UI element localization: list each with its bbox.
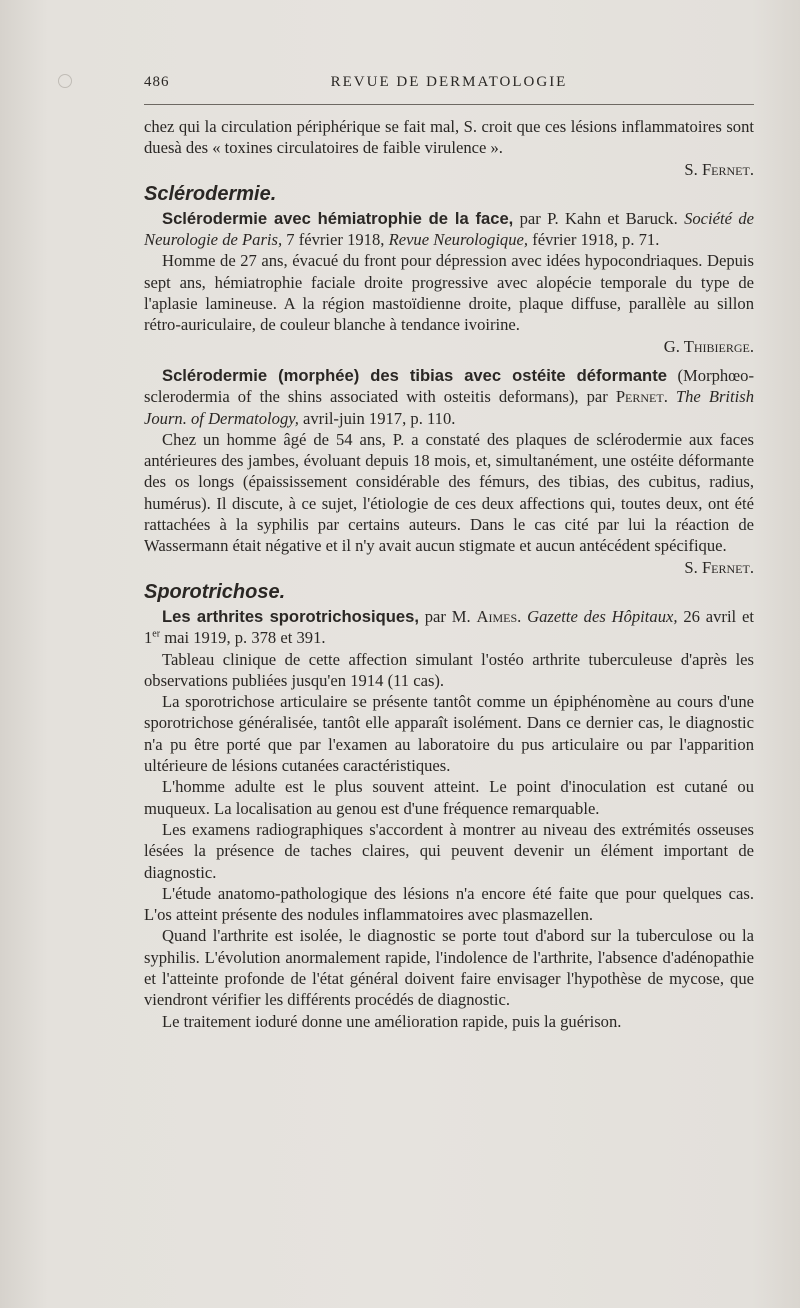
article-authors: par P. Kahn et Baruck. <box>513 208 678 228</box>
running-header <box>144 68 754 98</box>
article-citation <box>144 208 754 251</box>
article-journal: Revue Neurologique, <box>384 230 529 250</box>
article-pages: avril-juin 1917, p. 110. <box>298 408 456 428</box>
article-subtitle: (Morphœo-sclerodermia of the shins associated with osteitis deformans), par <box>144 365 754 407</box>
running-title: REVUE DE DERMATOLOGIE <box>330 74 568 90</box>
paragraph: Tableau clinique de cette affection simulant l'ostéo arthrite tuberculeuse d'après les observations publiées jusqu'en 1914 (11 cas). <box>144 649 754 690</box>
ordinal-superscript: er <box>152 628 161 640</box>
scan-artifact-circle <box>58 74 72 88</box>
article-date: 26 avril et 1 <box>144 606 754 648</box>
article-title: Sclérodermie (morphée) des tibias avec ostéite déformante <box>162 365 667 385</box>
header-rule <box>144 104 754 105</box>
section-heading-sporotrichose: Sporotrichose. <box>144 580 286 603</box>
paragraph: Quand l'arthrite est isolée, le diagnostic se porte tout d'abord sur la tuberculose ou la syphilis. L'évolution anormalement rapide, l'indolence de l'arthrite, l'absence d'adénopathie et l'atteinte profonde de l'état général doivent faire envisager l'hypothèse de mycose, que viendront vérifier les différents procédés de diagnostic. <box>144 926 754 1010</box>
paragraph: L'étude anatomo-pathologique des lésions n'a encore été faite que pour quelques cas. L'os atteint présente des nodules inflammatoires avec plasmazellen. <box>144 883 754 925</box>
article-citation <box>144 365 754 429</box>
signature: S. Fernet. <box>684 557 754 577</box>
article-date-end: mai 1919, p. 378 et 391. <box>160 628 326 648</box>
paragraph: La sporotrichose articulaire se présente tantôt comme un épiphénomène au cours d'une sporotrichose généralisée, tantôt elle apparaît isolément. Dans ce dernier cas, le diagnostic n'a pu être porté que par l'examen au laboratoire du pus articulaire ou par l'apparition ultérieure de lésions cutanées caractéristiques. <box>144 692 754 776</box>
signature: G. Thibierge. <box>663 336 754 356</box>
article-journal: Gazette des Hôpitaux, <box>521 606 678 626</box>
article-date: 7 février 1918, <box>282 230 385 250</box>
page-number: 486 <box>144 74 170 90</box>
article-title: Sclérodermie avec hémiatrophie de la face, <box>162 208 514 228</box>
article-citation <box>144 606 754 649</box>
article-journal: The British Journ. of Dermatology, <box>144 387 754 428</box>
paragraph: Les examens radiographiques s'accordent à montrer au niveau des extrémités osseuses lésées la présence de taches claires, qui peuvent devenir un élément important de diagnostic. <box>144 819 754 882</box>
article-author: Pernet. <box>615 387 668 407</box>
article-by: par M. <box>418 606 477 626</box>
signature: S. Fernet. <box>684 159 754 179</box>
page-body <box>144 116 754 1032</box>
article-body: Homme de 27 ans, évacué du front pour dépression avec idées hypocondriaques. Depuis sept ans, hémiatrophie faciale droite progressive avec alopécie temporale du type de l'aplasie lamineuse. A la région mastoïdienne droite, plaque diffuse, parallèle au sillon rétro-auriculaire, de couleur blanche à tendance ivoirine. <box>144 251 754 335</box>
article-title: Les arthrites sporotrichosiques, <box>162 606 419 626</box>
article-source: Société de Neurologie de Paris, <box>144 208 754 250</box>
section-heading-sclerodermie: Sclérodermie. <box>144 182 277 205</box>
paragraph: L'homme adulte est le plus souvent atteint. Le point d'inoculation est cutané ou muqueux. La localisation au genou est d'une fréquence remarquable. <box>144 777 754 818</box>
article-author: Aimes. <box>476 606 522 626</box>
paragraph: Le traitement ioduré donne une amélioration rapide, puis la guérison. <box>162 1011 622 1031</box>
article-body: Chez un homme âgé de 54 ans, P. a constaté des plaques de sclérodermie aux faces antérieures des jambes, évoluant depuis 18 mois, et, simultanément, une ostéite déformante des os longs (épaississement considérable des fémurs, des tibias, des cubitus, radius, humérus). Il discute, à ce sujet, l'étiologie de ces deux affections qui, toutes deux, ont été rattachées à la syphilis par certains auteurs. Dans le cas cité par lui la réaction de Wassermann était négative et il n'y avait aucun stigmate et aucun antécédent spécifique. <box>144 429 754 556</box>
spacer <box>144 357 754 365</box>
previous-article-tail: chez qui la circulation périphérique se fait mal, S. croit que ces lésions inflammatoires sont duesà des « toxines circulatoires de faible virulence ». <box>144 117 754 158</box>
article-pages: février 1918, p. 71. <box>528 230 660 250</box>
